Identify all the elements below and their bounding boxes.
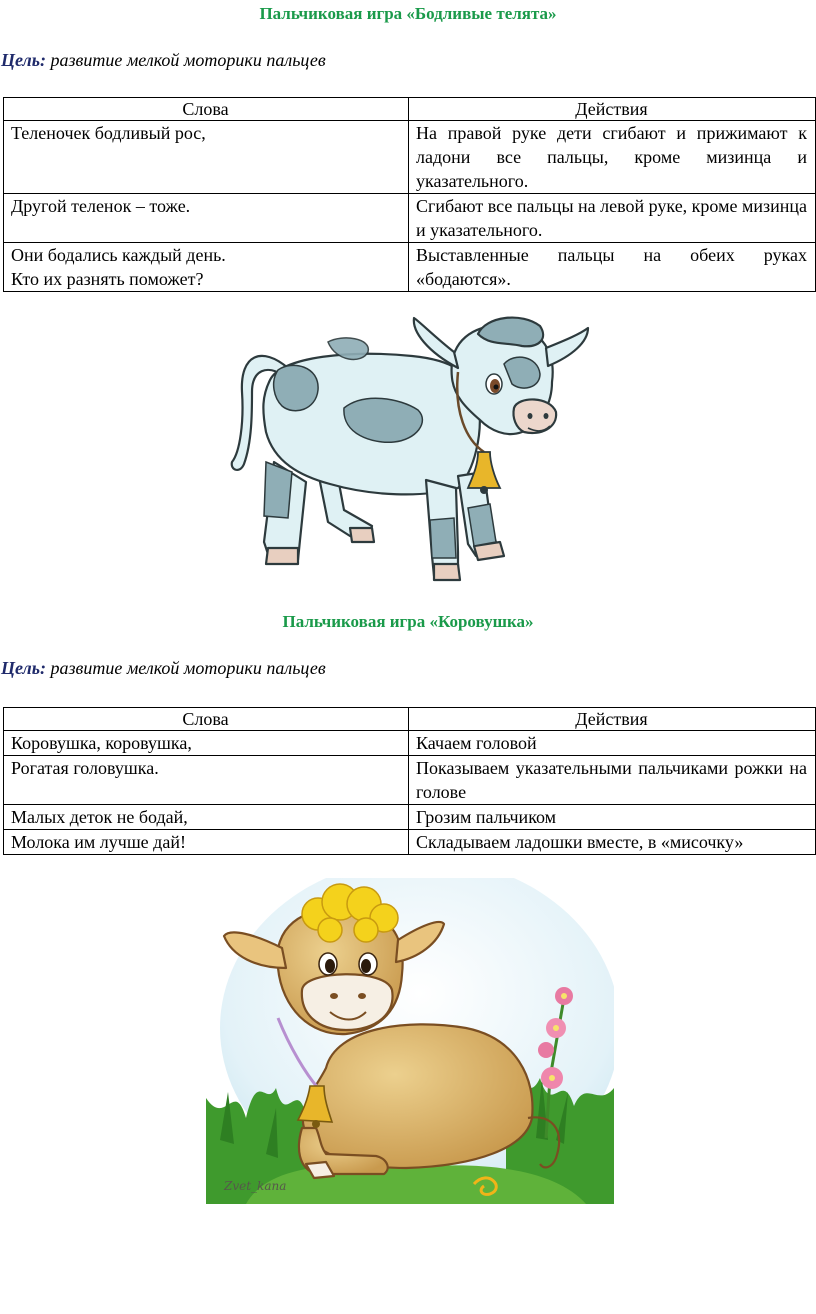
table-row [4,121,816,194]
row-actions: Складываем ладошки вместе, в «мисочку» [409,830,816,855]
game2-goal-label: Цель: [1,658,46,678]
calf-illustration [222,312,594,590]
row-words: Молока им лучше дай! [4,830,409,855]
game2-title: Пальчиковая игра «Коровушка» [282,612,534,631]
row-words-line: Они бодались каждый день. [11,245,226,265]
table-row [4,805,816,830]
row-actions: Грозим пальчиком [409,805,816,830]
table-row [4,194,816,243]
row-words [4,243,409,292]
row-words: Рогатая головушка. [4,756,409,805]
cow-illustration [206,878,614,1204]
table-row [4,243,816,292]
table-header-row [4,708,816,731]
table-row [4,756,816,805]
game2-goal [1,658,326,679]
row-words: Другой теленок – тоже. [4,194,409,243]
game1-goal-label: Цель: [1,50,46,70]
game2-table [3,707,816,855]
header-words: Слова [4,708,409,731]
illustration-signature: Zvet_kana [224,1179,287,1193]
header-actions: Действия [409,98,816,121]
header-words: Слова [4,98,409,121]
row-words: Теленочек бодливый рос, [4,121,409,194]
table-row [4,731,816,756]
row-actions: Сгибают все пальцы на левой руке, кроме мизинца и указательного. [409,194,816,243]
game2-goal-text: развитие мелкой моторики пальцев [46,658,326,678]
game1-goal [1,50,326,71]
game1-table [3,97,816,292]
row-words: Коровушка, коровушка, [4,731,409,756]
table-row [4,830,816,855]
row-words-line: Кто их разнять поможет? [11,269,204,289]
game1-goal-text: развитие мелкой моторики пальцев [46,50,326,70]
table-header-row [4,98,816,121]
row-actions: На правой руке дети сгибают и прижимают к ладони все пальцы, кроме мизинца и указательного. [409,121,816,194]
game1-title: Пальчиковая игра «Бодливые телята» [259,4,557,23]
row-actions: Выставленные пальцы на обеих руках «бодаются». [409,243,816,292]
header-actions: Действия [409,708,816,731]
row-words: Малых деток не бодай, [4,805,409,830]
row-actions: Показываем указательными пальчиками рожки на голове [409,756,816,805]
row-actions: Качаем головой [409,731,816,756]
